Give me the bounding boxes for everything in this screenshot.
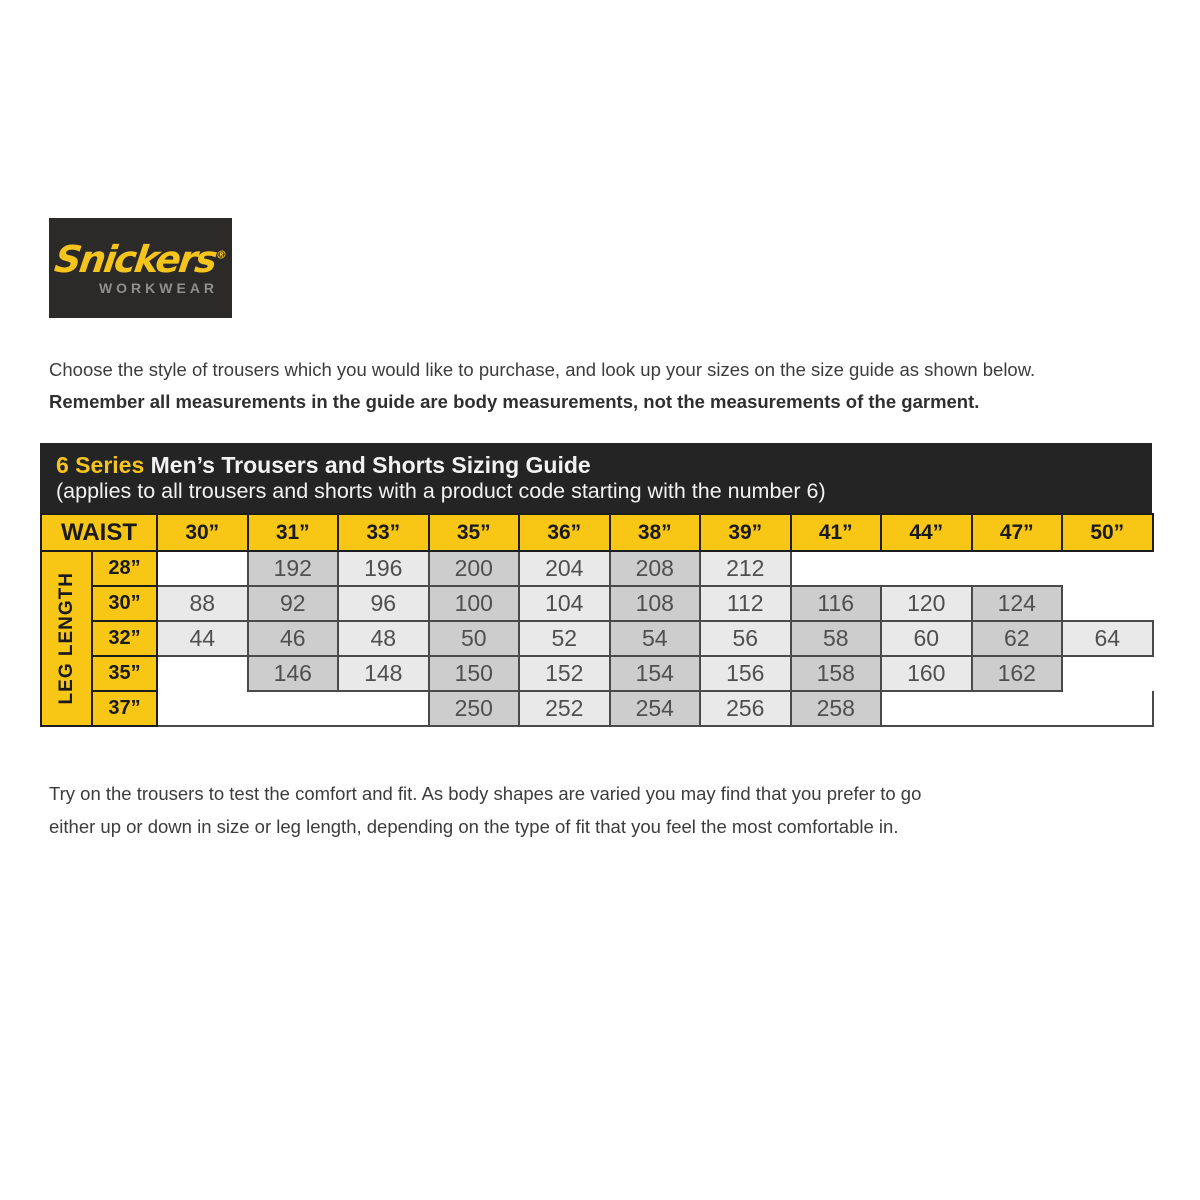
size-cell: 162 [972,656,1063,691]
waist-size-header: 50” [1062,514,1153,551]
intro-line-1: Choose the style of trousers which you would like to purchase, and look up your sizes on the size guide as shown below. [49,359,1036,380]
size-cell: 56 [700,621,791,656]
fit-advice-line-1: Try on the trousers to test the comfort and fit. As body shapes are varied you may find that you prefer to go [49,783,922,804]
leg-length-axis-label: LEG LENGTH [41,551,92,726]
leg-length-label: 28” [92,551,157,586]
size-guide-header [40,443,1152,513]
size-cell: 124 [972,586,1063,621]
logo-brand-text: Snickers® [51,238,228,281]
size-cell: 62 [972,621,1063,656]
size-cell: 60 [881,621,972,656]
intro-line-2-bold: Remember all measurements in the guide are body measurements, not the measurements of the garment. [49,391,980,412]
size-cell: 88 [157,586,248,621]
size-cell: 254 [610,691,701,726]
waist-size-header: 38” [610,514,701,551]
size-cell: 148 [338,656,429,691]
size-cell: 156 [700,656,791,691]
size-cell: 112 [700,586,791,621]
waist-size-header: 39” [700,514,791,551]
waist-size-header: 30” [157,514,248,551]
table-row-leg-37 [41,691,1153,726]
waist-size-header: 47” [972,514,1063,551]
size-cell: 212 [700,551,791,586]
waist-size-header: 33” [338,514,429,551]
snickers-logo [49,218,232,318]
size-cell: 160 [881,656,972,691]
size-cell: 150 [429,656,520,691]
size-cell: 48 [338,621,429,656]
waist-header-label: WAIST [41,514,157,551]
table-row-leg-28 [41,551,1153,586]
fit-advice-text [49,777,921,843]
size-cell-empty [157,691,429,726]
size-cell: 252 [519,691,610,726]
size-cell: 192 [248,551,339,586]
size-cell-empty [881,691,1153,726]
size-cell: 58 [791,621,882,656]
leg-length-label: 32” [92,621,157,656]
size-cell: 158 [791,656,882,691]
size-cell: 258 [791,691,882,726]
size-cell-empty [157,551,248,586]
size-cell: 152 [519,656,610,691]
size-cell: 250 [429,691,520,726]
waist-size-header: 36” [519,514,610,551]
waist-size-header: 41” [791,514,882,551]
size-cell: 44 [157,621,248,656]
table-row-leg-35 [41,656,1153,691]
size-cell: 154 [610,656,701,691]
size-cell: 46 [248,621,339,656]
registered-trademark-icon: ® [214,248,228,262]
size-cell: 50 [429,621,520,656]
size-cell: 116 [791,586,882,621]
waist-size-header: 35” [429,514,520,551]
size-cell: 104 [519,586,610,621]
logo-workwear-text: WORKWEAR [98,280,219,296]
table-row-leg-30 [41,586,1153,621]
size-guide [40,443,1152,727]
size-cell: 100 [429,586,520,621]
size-cell-empty [1062,656,1153,691]
size-cell: 256 [700,691,791,726]
size-cell-empty [157,656,248,691]
size-cell: 108 [610,586,701,621]
size-cell: 208 [610,551,701,586]
size-cell: 52 [519,621,610,656]
intro-text [49,354,1035,418]
size-cell: 120 [881,586,972,621]
sizing-table [40,513,1154,727]
size-cell-empty [791,551,1153,586]
size-guide-subtitle: (applies to all trousers and shorts with a product code starting with the number 6) [56,479,826,503]
size-cell: 92 [248,586,339,621]
leg-length-label: 37” [92,691,157,726]
fit-advice-line-2: either up or down in size or leg length, depending on the type of fit that you feel the most comfortable in. [49,816,899,837]
waist-header-row [41,514,1153,551]
waist-size-header: 44” [881,514,972,551]
size-cell: 64 [1062,621,1153,656]
leg-length-label: 35” [92,656,157,691]
series-highlight: 6 Series [56,452,145,478]
size-cell: 196 [338,551,429,586]
leg-length-label: 30” [92,586,157,621]
table-row-leg-32 [41,621,1153,656]
size-cell: 96 [338,586,429,621]
size-cell: 204 [519,551,610,586]
size-cell: 200 [429,551,520,586]
size-guide-title: 6 Series Men’s Trousers and Shorts Sizing Guide [56,452,591,478]
size-cell: 54 [610,621,701,656]
waist-size-header: 31” [248,514,339,551]
size-cell-empty [1062,586,1153,621]
size-cell: 146 [248,656,339,691]
